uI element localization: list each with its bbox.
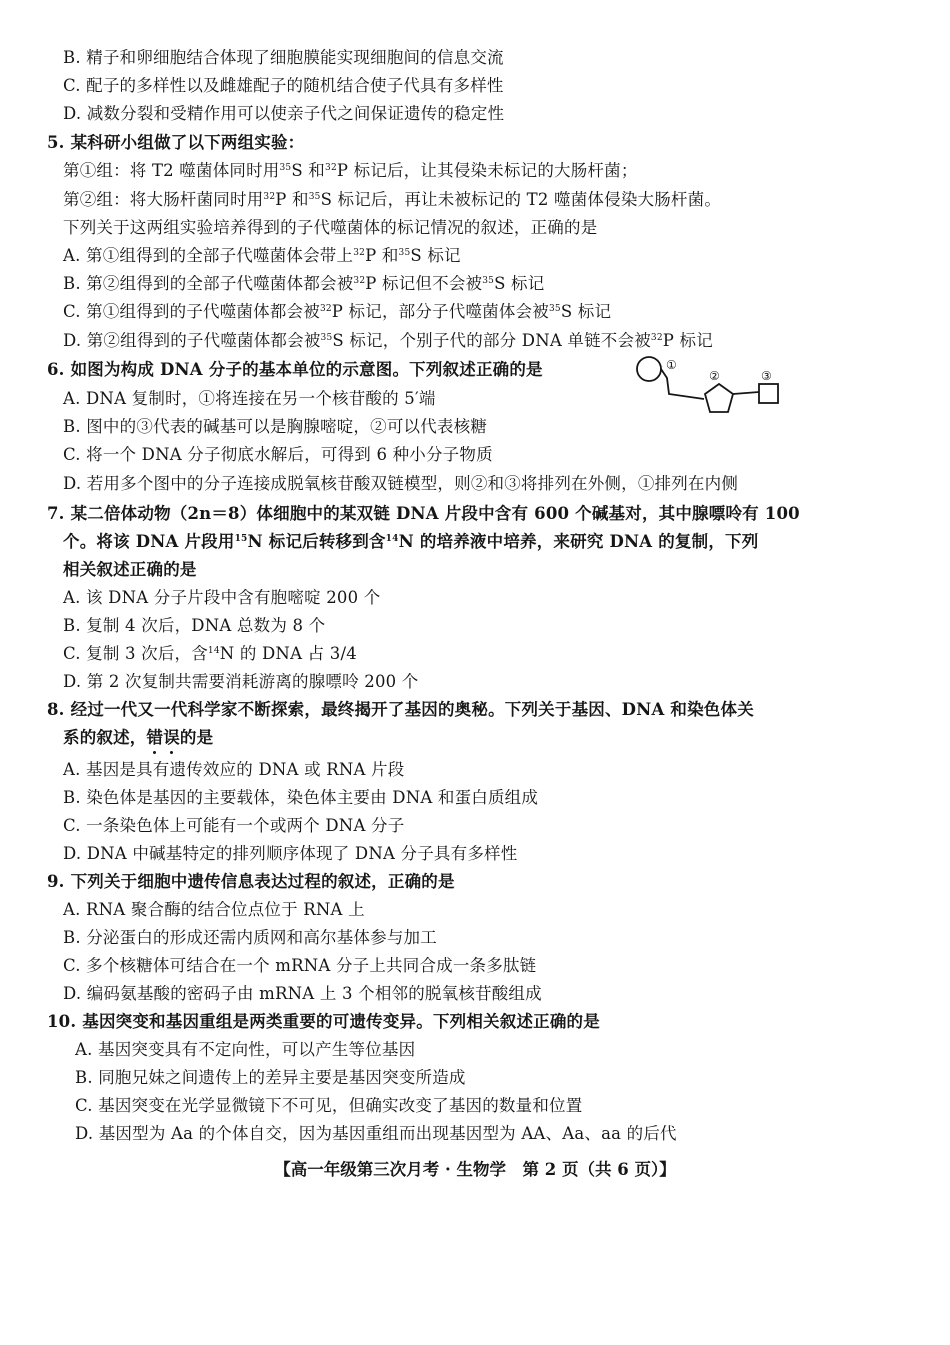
emphasis-char-1: 错 xyxy=(147,728,164,747)
q6-option-a: A. DNA 复制时，①将连接在另一个核苷酸的 5′端 xyxy=(63,389,436,408)
label-3: ③ xyxy=(761,369,772,383)
emphasis-char-2: 误 xyxy=(163,728,180,747)
q10-option-c: C. 基因突变在光学显微镜下不可见，但确实改变了基因的数量和位置 xyxy=(75,1096,583,1115)
q9-stem: 9. 下列关于细胞中遗传信息表达过程的叙述，正确的是 xyxy=(47,872,455,891)
q9-option-c: C. 多个核糖体可结合在一个 mRNA 分子上共同合成一条多肽链 xyxy=(63,956,537,975)
q5-question: 下列关于这两组实验培养得到的子代噬菌体的标记情况的叙述，正确的是 xyxy=(63,218,598,237)
q5-group1: 第①组：将 T2 噬菌体同时用$^{35}$S 和$^{32}$P 标记后，让其侵染未标记的大肠杆菌； xyxy=(63,161,638,180)
q5-option-d: D. 第②组得到的子代噬菌体都会被$^{35}$S 标记，个别子代的部分 DNA 单链不会被$^{32}$P 标记 xyxy=(63,331,713,350)
q7-option-b: B. 复制 4 次后，DNA 总数为 8 个 xyxy=(63,616,326,635)
phosphate-sugar-bond xyxy=(661,369,704,399)
q8-option-d: D. DNA 中碱基特定的排列顺序体现了 DNA 分子具有多样性 xyxy=(63,844,518,863)
nucleotide-diagram xyxy=(632,354,792,420)
base-square xyxy=(759,384,778,403)
q9-option-b: B. 分泌蛋白的形成还需内质网和高尔基体参与加工 xyxy=(63,928,437,947)
q8-option-a: A. 基因是具有遗传效应的 DNA 或 RNA 片段 xyxy=(63,760,405,779)
q7-stem-line2: 个。将该 DNA 片段用$^{15}$N 标记后转移到含$^{14}$N 的培养液中培养，来研究 DNA 的复制，下列 xyxy=(63,532,759,551)
q7-option-c: C. 复制 3 次后，含$^{14}$N 的 DNA 占 3/4 xyxy=(63,644,357,663)
q7-stem-line3: 相关叙述正确的是 xyxy=(63,560,197,579)
q6-option-b: B. 图中的③代表的碱基可以是胸腺嘧啶，②可以代表核糖 xyxy=(63,417,488,436)
q10-option-a: A. 基因突变具有不定向性，可以产生等位基因 xyxy=(75,1040,416,1059)
page-footer: 【高一年级第三次月考 · 生物学 第 2 页（共 6 页）】 xyxy=(274,1160,676,1179)
q5-option-b: B. 第②组得到的全部子代噬菌体都会被$^{32}$P 标记但不会被$^{35}$S 标记 xyxy=(63,274,545,293)
q4-option-c: C. 配子的多样性以及雌雄配子的随机结合使子代具有多样性 xyxy=(63,76,504,95)
q10-option-b: B. 同胞兄妹之间遗传上的差异主要是基因突变所造成 xyxy=(75,1068,466,1087)
label-2: ② xyxy=(709,369,720,383)
q9-option-a: A. RNA 聚合酶的结合位点位于 RNA 上 xyxy=(63,900,365,919)
sugar-base-bond xyxy=(733,392,759,394)
sugar-pentagon xyxy=(705,384,733,412)
q6-stem: 6. 如图为构成 DNA 分子的基本单位的示意图。下列叙述正确的是 xyxy=(47,360,543,379)
q9-option-d: D. 编码氨基酸的密码子由 mRNA 上 3 个相邻的脱氧核苷酸组成 xyxy=(63,984,542,1003)
q8-option-c: C. 一条染色体上可能有一个或两个 DNA 分子 xyxy=(63,816,405,835)
q7-stem-line1: 7. 某二倍体动物（2n＝8）体细胞中的某双链 DNA 片段中含有 600 个碱基对，其中腺嘌呤有 100 xyxy=(47,504,800,523)
q7-option-d: D. 第 2 次复制共需要消耗游离的腺嘌呤 200 个 xyxy=(63,672,419,691)
q5-option-c: C. 第①组得到的子代噬菌体都会被$^{32}$P 标记，部分子代噬菌体会被$^{35}$S 标记 xyxy=(63,302,612,321)
q8-stem-line2: 系的叙述，错 误 的是 xyxy=(63,727,213,749)
q5-stem: 5. 某科研小组做了以下两组实验： xyxy=(47,133,305,152)
q6-option-c: C. 将一个 DNA 分子彻底水解后，可得到 6 种小分子物质 xyxy=(63,445,493,464)
q5-group2: 第②组：将大肠杆菌同时用$^{32}$P 和$^{35}$S 标记后，再让未被标记的 T2 噬菌体侵染大肠杆菌。 xyxy=(63,190,722,209)
phosphate-circle xyxy=(637,357,661,381)
q4-option-b: B. 精子和卵细胞结合体现了细胞膜能实现细胞间的信息交流 xyxy=(63,48,504,67)
q8-stem-line1: 8. 经过一代又一代科学家不断探索，最终揭开了基因的奥秘。下列关于基因、DNA 和染色体关 xyxy=(47,700,754,719)
q6-option-d: D. 若用多个图中的分子连接成脱氧核苷酸双链模型，则②和③将排列在外侧，①排列在内侧 xyxy=(63,474,739,493)
q8-option-b: B. 染色体是基因的主要载体，染色体主要由 DNA 和蛋白质组成 xyxy=(63,788,539,807)
q10-stem: 10. 基因突变和基因重组是两类重要的可遗传变异。下列相关叙述正确的是 xyxy=(47,1012,600,1031)
q5-option-a: A. 第①组得到的全部子代噬菌体会带上$^{32}$P 和$^{35}$S 标记 xyxy=(63,246,461,265)
q7-option-a: A. 该 DNA 分子片段中含有胞嘧啶 200 个 xyxy=(63,588,381,607)
q10-option-d: D. 基因型为 Aa 的个体自交，因为基因重组而出现基因型为 AA、Aa、aa 的后代 xyxy=(75,1124,677,1143)
q4-option-d: D. 减数分裂和受精作用可以使亲子代之间保证遗传的稳定性 xyxy=(63,104,505,123)
label-1: ① xyxy=(666,358,677,372)
